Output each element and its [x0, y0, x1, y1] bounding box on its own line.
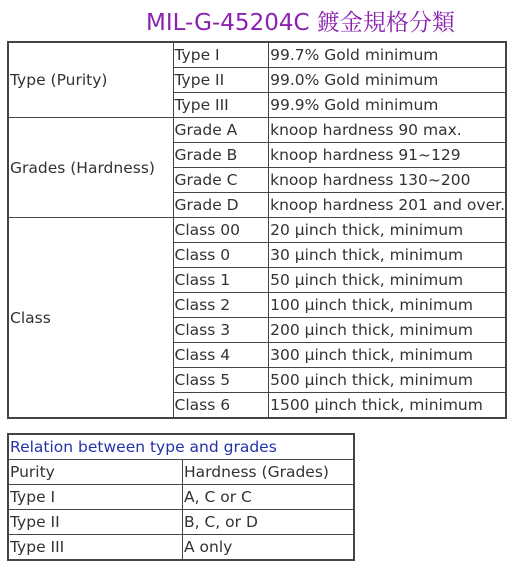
spec-value-cell: 300 µinch thick, minimum: [269, 343, 506, 368]
spec-value-cell: 99.9% Gold minimum: [269, 93, 506, 118]
purity-cell: Type I: [8, 485, 183, 510]
column-header-purity: Purity: [8, 460, 183, 485]
table-row: [8, 535, 354, 561]
page-title: MIL-G-45204C 鍍金規格分類: [146, 10, 455, 36]
spec-value-cell: 1500 µinch thick, minimum: [269, 393, 506, 419]
spec-name-cell: Type II: [173, 68, 269, 93]
spec-value-cell: knoop hardness 130~200: [269, 168, 506, 193]
spec-name-cell: Grade B: [173, 143, 269, 168]
relation-column-row: [8, 460, 354, 485]
relation-table-title: Relation between type and grades: [8, 434, 354, 460]
table-row: [8, 118, 506, 143]
group-label: Class: [8, 218, 173, 419]
column-header-hardness: Hardness (Grades): [183, 460, 355, 485]
purity-cell: Type III: [8, 535, 183, 561]
spec-name-cell: Class 4: [173, 343, 269, 368]
spec-value-cell: knoop hardness 201 and over.: [269, 193, 506, 218]
purity-cell: Type II: [8, 510, 183, 535]
group-label: Type (Purity): [8, 42, 173, 118]
spec-name-cell: Class 0: [173, 243, 269, 268]
table-row: [8, 42, 506, 68]
spec-name-cell: Type I: [173, 42, 269, 68]
spec-name-cell: Class 1: [173, 268, 269, 293]
spec-value-cell: 500 µinch thick, minimum: [269, 368, 506, 393]
spec-value-cell: knoop hardness 91~129: [269, 143, 506, 168]
spec-name-cell: Grade A: [173, 118, 269, 143]
spec-value-cell: 99.7% Gold minimum: [269, 42, 506, 68]
table-row: [8, 510, 354, 535]
spec-name-cell: Class 5: [173, 368, 269, 393]
relation-table-body: [8, 434, 354, 560]
spec-value-cell: 20 µinch thick, minimum: [269, 218, 506, 243]
spec-value-cell: knoop hardness 90 max.: [269, 118, 506, 143]
grades-cell: A, C or C: [183, 485, 355, 510]
spec-value-cell: 30 µinch thick, minimum: [269, 243, 506, 268]
spec-table: [7, 41, 507, 419]
spec-name-cell: Class 2: [173, 293, 269, 318]
spec-value-cell: 100 µinch thick, minimum: [269, 293, 506, 318]
table-row: [8, 485, 354, 510]
spec-value-cell: 200 µinch thick, minimum: [269, 318, 506, 343]
grades-cell: A only: [183, 535, 355, 561]
group-label: Grades (Hardness): [8, 118, 173, 218]
spec-name-cell: Class 3: [173, 318, 269, 343]
relation-header-row: [8, 434, 354, 460]
relation-table: [7, 433, 355, 561]
spec-value-cell: 99.0% Gold minimum: [269, 68, 506, 93]
spec-name-cell: Grade D: [173, 193, 269, 218]
table-row: [8, 218, 506, 243]
grades-cell: B, C, or D: [183, 510, 355, 535]
spec-value-cell: 50 µinch thick, minimum: [269, 268, 506, 293]
spec-name-cell: Class 6: [173, 393, 269, 419]
spec-name-cell: Class 00: [173, 218, 269, 243]
spec-table-body: [8, 42, 506, 418]
spec-name-cell: Grade C: [173, 168, 269, 193]
spec-name-cell: Type III: [173, 93, 269, 118]
